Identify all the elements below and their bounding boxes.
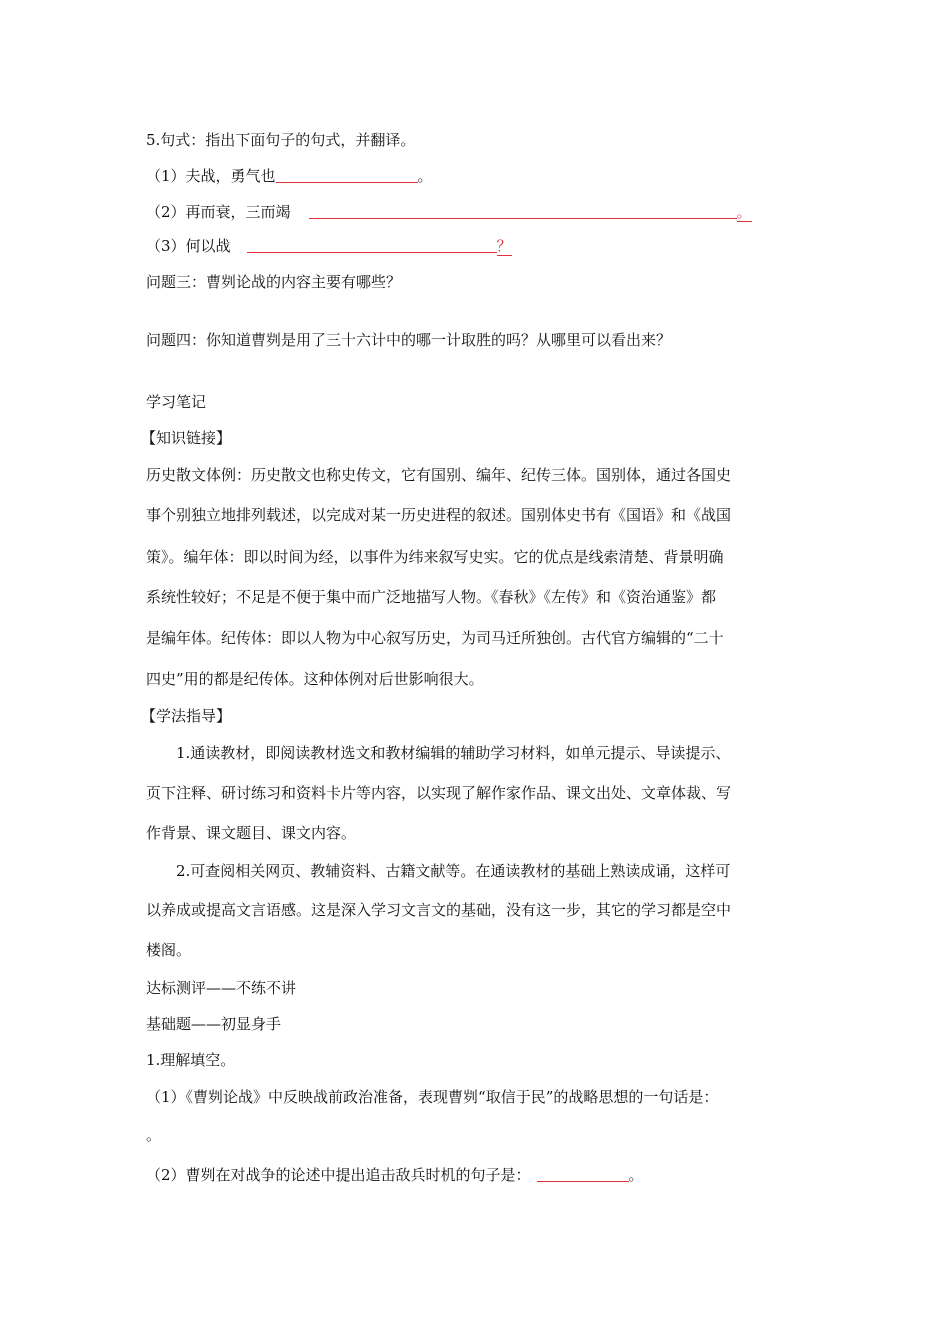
fill-q2-blank[interactable] — [537, 1165, 629, 1182]
q5-title: 5.句式：指出下面句子的句式，并翻译。 — [146, 131, 416, 149]
q5-item-1-end: 。 — [417, 167, 433, 185]
method-line: 以养成或提高文言语感。这是深入学习文言文的基础，没有这一步，其它的学习都是空中 — [146, 901, 732, 919]
q5-item-3-text: （3）何以战 — [146, 237, 231, 255]
q5-item-1-text: （1）夫战，勇气也 — [146, 167, 276, 185]
q5-item-3-end: ？ — [496, 237, 512, 255]
fill-q1-end: 。 — [146, 1126, 162, 1144]
method-line: 1.通读教材，即阅读教材选文和教材编辑的辅助学习材料，如单元提示、导读提示、 — [176, 744, 731, 762]
knowledge-line: 历史散文体例：历史散文也称史传文，它有国别、编年、纪传三体。国别体，通过各国史 — [146, 466, 732, 484]
notes-title: 学习笔记 — [146, 393, 207, 411]
fill-title: 1.理解填空。 — [146, 1051, 236, 1069]
method-heading: 【学法指导】 — [141, 707, 232, 725]
fill-q2-end: 。 — [628, 1166, 644, 1184]
q5-item-2-blank[interactable] — [309, 202, 737, 219]
q5-item-3 — [146, 234, 512, 256]
q5-item-1-blank[interactable] — [276, 166, 418, 183]
q5-item-2-end: 。 — [736, 203, 752, 221]
fill-q1: （1）《曹刿论战》中反映战前政治准备，表现曹刿“取信于民”的战略思想的一句话是： — [146, 1088, 719, 1106]
basic-title: 基础题——初显身手 — [146, 1015, 282, 1033]
fill-q2-text: （2）曹刿在对战争的论述中提出追击敌兵时机的句子是： — [146, 1166, 531, 1184]
method-line: 页下注释、研讨练习和资料卡片等内容，以实现了解作家作品、课文出处、文章体裁、写 — [146, 784, 732, 802]
knowledge-line: 系统性较好；不足是不便于集中而广泛地描写人物。《春秋》《左传》和《资治通鉴》都 — [146, 588, 717, 606]
fill-q2 — [146, 1163, 644, 1185]
knowledge-line: 是编年体。纪传体：即以人物为中心叙写历史，为司马迁所独创。古代官方编辑的“二十 — [146, 629, 724, 647]
knowledge-heading: 【知识链接】 — [141, 429, 232, 447]
q5-item-2-text: （2）再而衰，三而竭 — [146, 203, 291, 221]
test-title: 达标测评——不练不讲 — [146, 979, 297, 997]
method-line: 楼阁。 — [146, 941, 192, 959]
knowledge-line: 四史”用的都是纪传体。这种体例对后世影响很大。 — [146, 670, 484, 688]
knowledge-line: 事个别独立地排列载述，以完成对某一历史进程的叙述。国别体史书有《国语》和《战国 — [146, 506, 732, 524]
method-line: 作背景、课文题目、课文内容。 — [146, 824, 357, 842]
question-four: 问题四：你知道曹刿是用了三十六计中的哪一计取胜的吗？从哪里可以看出来？ — [146, 331, 672, 349]
q5-item-3-blank[interactable] — [247, 236, 497, 253]
method-line: 2.可查阅相关网页、教辅资料、古籍文献等。在通读教材的基础上熟读成诵，这样可 — [176, 862, 731, 880]
question-three: 问题三：曹刿论战的内容主要有哪些？ — [146, 273, 402, 291]
q5-item-1 — [146, 164, 433, 186]
q5-item-2 — [146, 200, 752, 222]
knowledge-line: 策》。编年体：即以时间为经，以事件为纬来叙写史实。它的优点是线索清楚、背景明确 — [146, 548, 724, 566]
